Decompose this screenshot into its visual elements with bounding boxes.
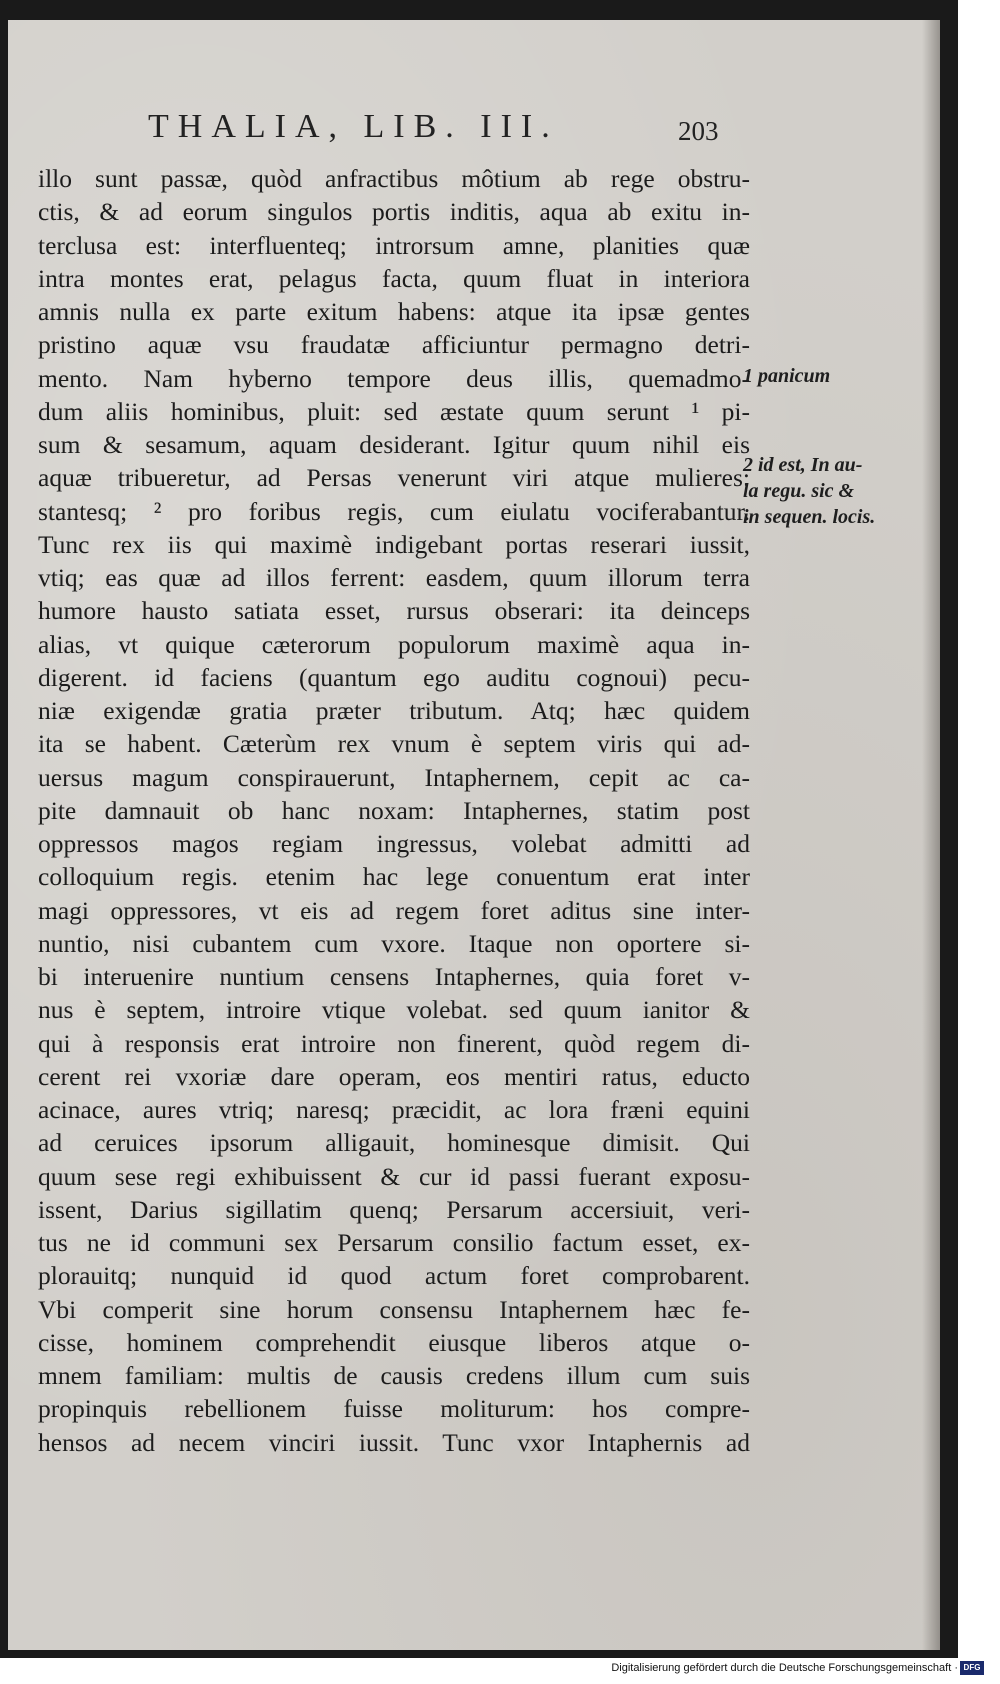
book-page	[8, 20, 940, 1650]
text-line: digerent. id faciens (quantum ego auditu cognoui) pecu-	[38, 662, 750, 692]
text-line: intra montes erat, pelagus facta, quum fluat in interiora	[38, 263, 750, 293]
dfg-logo: DFG	[960, 1661, 984, 1675]
text-line: ctis, & ad eorum singulos portis inditis, aqua ab exitu in-	[38, 197, 750, 227]
text-line: qui à responsis erat introire non finerent, quòd regem di-	[38, 1028, 750, 1058]
text-line: dum aliis hominibus, pluit: sed æstate quum serunt ¹ pi-	[38, 396, 750, 426]
text-line: acinace, aures vtriq; naresq; præcidit, ac lora fræni equini	[38, 1095, 750, 1124]
text-line: vtiq; eas quæ ad illos ferrent: easdem, quum illorum terra	[38, 563, 750, 592]
text-line: niæ exigendæ gratia præter tributum. Atq; hæc quidem	[38, 696, 750, 725]
text-line: stantesq; ² pro foribus regis, cum eiulatu vociferabantur.	[38, 496, 750, 526]
text-line: sum & sesamum, aquam desiderant. Igitur quum nihil eis	[38, 430, 750, 459]
text-line: uersus magum conspirauerunt, Intaphernem, cepit ac ca-	[38, 762, 750, 792]
text-line: mento. Nam hyberno tempore deus illis, quemadmo-	[38, 363, 750, 393]
text-line: magi oppressores, vt eis ad regem foret aditus sine inter-	[38, 895, 750, 925]
text-line: pristino aquæ vsu fraudatæ afficiuntur permagno detri-	[38, 330, 750, 360]
text-line: Vbi comperit sine horum consensu Intaphernem hæc fe-	[38, 1294, 750, 1324]
margin-note-1: 1 panicum	[743, 365, 831, 387]
page-number: 203	[678, 116, 719, 146]
page-edge-shadow	[922, 20, 940, 1650]
text-line: illo sunt passæ, quòd anfractibus môtium ab rege obstru-	[38, 164, 750, 193]
text-line: aquæ tribueretur, ad Persas venerunt viri atque mulieres:	[38, 463, 750, 493]
margin-note-2-line-3: in sequen. locis.	[743, 506, 876, 528]
text-line: issent, Darius sigillatim quenq; Persarum accersiuit, veri-	[38, 1194, 750, 1224]
text-line: oppressos magos regiam ingressus, volebat admitti ad	[38, 829, 750, 858]
text-line: tus ne id communi sex Persarum consilio factum esset, ex-	[38, 1228, 750, 1257]
text-line: alias, vt quique cæterorum populorum maximè aqua in-	[38, 629, 750, 659]
text-line: hensos ad necem vinciri iussit. Tunc vxor Intaphernis ad	[38, 1427, 750, 1457]
text-line: amnis nulla ex parte exitum habens: atque ita ipsæ gentes	[38, 297, 750, 326]
text-line: pite damnauit ob hanc noxam: Intaphernes, statim post	[38, 795, 750, 825]
text-line: nuntio, nisi cubantem cum vxore. Itaque non oportere si-	[38, 928, 750, 958]
text-line: quum sese regi exhibuissent & cur id passi fuerant exposu-	[38, 1161, 750, 1191]
text-line: colloquium regis. etenim hac lege conuentum erat inter	[38, 862, 750, 892]
text-line: nus è septem, introire vtique volebat. sed quum ianitor &	[38, 995, 750, 1025]
text-line: cerent rei vxoriæ dare operam, eos mentiri ratus, educto	[38, 1061, 750, 1091]
text-line: ad ceruices ipsorum alligauit, hominesque dimisit. Qui	[38, 1128, 750, 1158]
text-line: plorauitq; nunquid id quod actum foret comprobarent.	[38, 1261, 750, 1291]
text-line: Tunc rex iis qui maximè indigebant portas reserari iussit,	[38, 529, 750, 559]
text-line: bi interuenire nuntium censens Intaphernes, quia foret v-	[38, 962, 750, 991]
text-line: propinquis rebellionem fuisse moliturum: hos compre-	[38, 1394, 750, 1424]
text-line: humore hausto satiata esset, rursus obserari: ita deinceps	[38, 596, 750, 626]
margin-note-2-line-2: la regu. sic &	[743, 480, 855, 502]
text-line: ita se habent. Cæterùm rex vnum è septem viris qui ad-	[38, 729, 750, 759]
running-title: THALIA, LIB. III.	[148, 108, 559, 145]
text-line: terclusa est: interfluenteq; introrsum amne, planities quæ	[38, 230, 750, 260]
text-line: cisse, hominem comprehendit eiusque liberos atque o-	[38, 1327, 750, 1357]
body-text	[38, 162, 750, 1459]
text-line: mnem familiam: multis de causis credens illum cum suis	[38, 1361, 750, 1390]
margin-note-2-line-1: 2 id est, In au-	[743, 454, 863, 476]
digitization-credit: Digitalisierung gefördert durch die Deutsche Forschungsgemeinschaft ·	[611, 1662, 958, 1674]
